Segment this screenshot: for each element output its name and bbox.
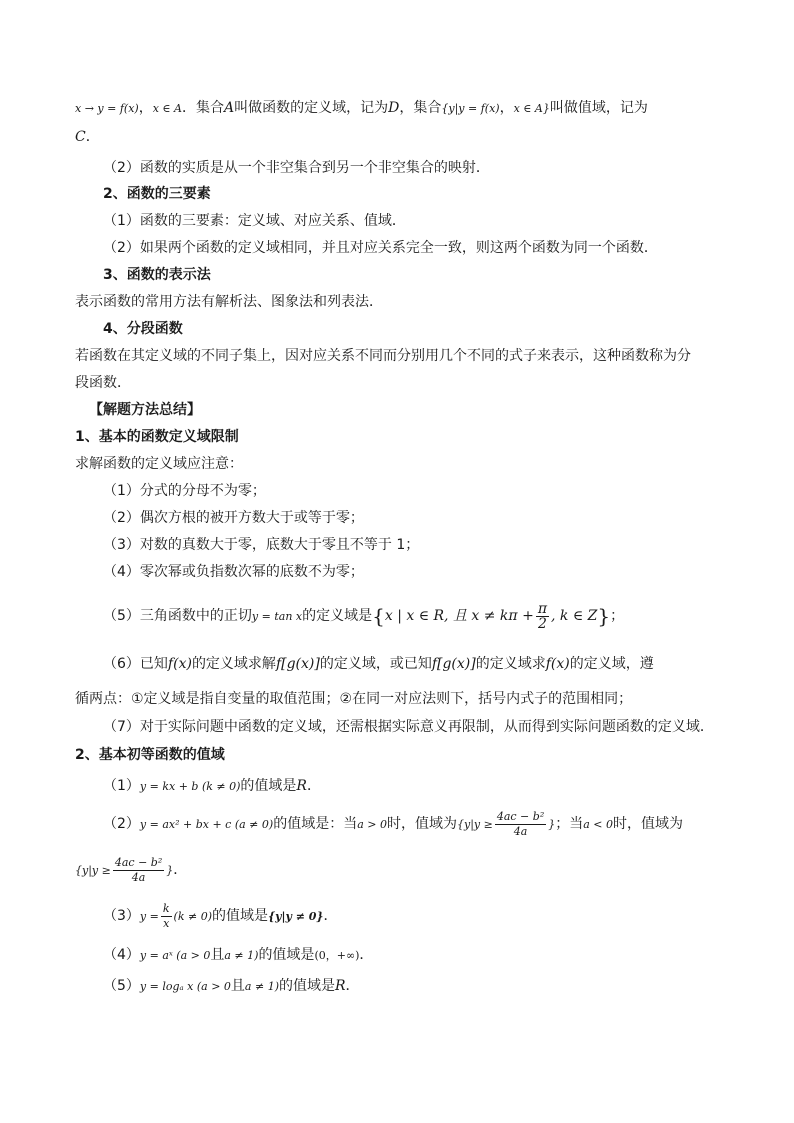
line-piecewise-definition: 若函数在其定义域的不同子集上，因对应关系不同而分别用几个不同的式子来表示，这种函数称为分 [75,348,691,364]
line-range-quadratic: （2）y = ax² + bx + c (a ≠ 0)的值域是：当a > 0时，值域为{y|y ≥ $\frac{\text{4ac − b²}}{4a}$ }；当a < 0时，值域为 [103,809,684,838]
line-rule-6-composite: （6）已知f(x)的定义域求解f[g(x)]的定义域，或已知f[g(x)]的定义域求f(x)的定义域，遵 [103,656,654,672]
line-mapping-definition: x → y = f(x)，x ∈ A．集合A叫做函数的定义域，记为D，集合{y|y = f(x)，x ∈ A}叫做值域，记为 [75,100,648,116]
heading-domain-limits: 1、基本的函数定义域限制 [75,429,239,445]
line-same-function: （2）如果两个函数的定义域相同，并且对应关系完全一致，则这两个函数为同一个函数． [103,240,658,256]
line-rule-7: （7）对于实际问题中函数的定义域，还需根据实际意义再限制，从而得到实际问题函数的定义域． [103,719,714,735]
heading-piecewise: 4、分段函数 [103,321,183,337]
heading-representation: 3、函数的表示法 [103,267,211,283]
line-range-reciprocal: （3）y = $\frac{k}{x}$ (k ≠ 0)的值域是{y|y ≠ 0}． [103,901,338,930]
line-rule-4: （4）零次幂或负指数次幂的底数不为零； [103,564,364,580]
line-domain-notes: 求解函数的定义域应注意： [75,456,243,472]
line-rule-3: （3）对数的真数大于零，底数大于零且不等于 1； [103,537,420,553]
fraction-quadratic-min: $\frac{\text{4ac − b²}}{4a}$ [496,809,545,838]
line-rule-2: （2）偶次方根的被开方数大于或等于零； [103,510,364,526]
line-range-exponential: （4）y = aˣ (a > 0且a ≠ 1)的值域是(0，+∞)． [103,947,374,963]
line-rule-6-continued: 循两点：①定义域是指自变量的取值范围；②在同一对应法则下，括号内式子的范围相同； [75,691,633,707]
line-piecewise-definition-end: 段函数． [75,375,131,391]
line-range-logarithmic: （5）y = logₐ x (a > 0且a ≠ 1)的值域是R． [103,978,360,994]
line-representation-methods: 表示函数的常用方法有解析法、图象法和列表法． [75,294,383,310]
fraction-quadratic-max: $\frac{\text{4ac − b²}}{4a}$ [114,855,163,884]
line-three-elements: （1）函数的三要素：定义域、对应关系、值域． [103,213,406,229]
heading-three-elements: 2、函数的三要素 [103,186,211,202]
line-rule-5-tangent: （5）三角函数中的正切y = tan x的定义域是{x | x ∈ R, 且 x ≠ kπ + $\frac{\pi}{2}$ , k ∈ Z}； [103,600,625,632]
line-range-symbol: C． [75,129,100,145]
line-function-essence: （2）函数的实质是从一个非空集合到另一个非空集合的映射． [103,160,490,176]
fraction-k-over-x: $\frac{k}{x}$ [162,901,170,930]
line-range-quadratic-continued: {y|y ≥ $\frac{\text{4ac − b²}}{4a}$ }． [75,855,188,884]
heading-value-range: 2、基本初等函数的值域 [75,747,225,763]
line-range-linear: （1）y = kx + b (k ≠ 0)的值域是R． [103,778,321,794]
line-rule-1: （1）分式的分母不为零； [103,483,266,499]
heading-method-summary: 【解题方法总结】 [89,402,201,418]
fraction-pi-over-2: $\frac{\pi}{2}$ [537,600,548,632]
